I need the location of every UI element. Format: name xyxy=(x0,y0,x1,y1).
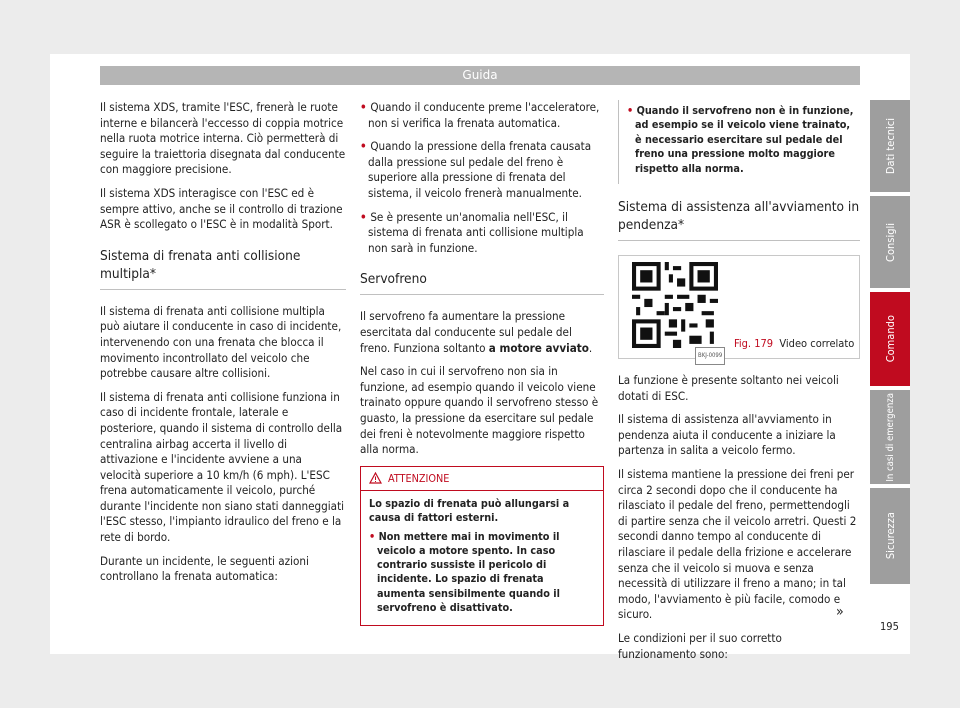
list-item: • Quando il conducente preme l'acceleratore, non si verifica la frenata automatica. xyxy=(360,100,600,130)
paragraph: Nel caso in cui il servofreno non sia in funzione, ad esempio quando il veicolo viene trainato oppure quando il servofreno stesso è guasto, la pressione da esercitare sul pedale dei freni è notevolmente maggiore rispetto alla norma. xyxy=(360,364,599,457)
section-title-hill-start: Sistema di assistenza all'avviamento in pendenza* xyxy=(618,198,860,241)
section-title-servofreno: Servofreno xyxy=(360,270,604,295)
qr-code-image[interactable] xyxy=(627,262,723,348)
tab-sicurezza[interactable]: Sicurezza xyxy=(870,488,910,584)
page-number: 195 xyxy=(880,620,899,633)
warning-body xyxy=(361,491,603,625)
list-item: • Quando il servofreno non è in funzione, ad esempio se il veicolo viene trainato, è necessario esercitare sul pedale del freno una pressione molto maggiore rispetto alla norma. xyxy=(627,104,854,175)
paragraph: Il sistema XDS, tramite l'ESC, frenerà le ruote interne e bilancerà l'eccesso di coppia motrice nella ruota motrice interna. Ciò permetterà di seguire la traiettoria disegnata dal conducente con maggiore precisione. xyxy=(100,100,346,177)
warning-triangle-icon xyxy=(369,472,382,484)
paragraph: Durante un incidente, le seguenti azioni controllano la frenata automatica: xyxy=(100,553,309,584)
tab-emergenza[interactable]: In casi di emergenza xyxy=(870,390,910,484)
paragraph: Il sistema mantiene la pressione dei freni per circa 2 secondi dopo che il conducente ha rilasciato il pedale del freno, permettendogli di partire senza che il veicolo arretri. Questi 2 secondi danno tempo al conducente di rilasciare il pedale della frizione e accelerare senza che il veicolo si muova e senza necessità di utilizzare il freno a mano; in tal modo, l'avviamento è più facile, comodo e sicuro. xyxy=(618,467,857,622)
warning-box xyxy=(360,466,604,626)
paragraph: Il servofreno fa aumentare la pressione esercitata dal conducente sul pedale del freno. Funziona soltanto a motore avviato. xyxy=(360,309,593,355)
paragraph: Il sistema di assistenza all'avviamento in pendenza aiuta il conducente a iniziare la partenza in salita a veicolo fermo. xyxy=(618,412,836,458)
column-1 xyxy=(100,100,346,593)
figure-caption xyxy=(734,336,854,352)
tab-consigli[interactable]: Consigli xyxy=(870,196,910,288)
paragraph: Il sistema di frenata anti collisione funziona in caso di incidente frontale, laterale e posteriore, quando il sistema di controllo della centralina airbag accerta il livello di attivazione e l'incidente avviene a una velocità superiore a 10 km/h (6 mph). L'ESC frena automaticamente il veicolo, purché durante l'incidente non siano stati danneggiati l'ESC stesso, l'impianto idraulico del freno e la rete di bordo. xyxy=(100,389,345,545)
paragraph: Il sistema di frenata anti collisione multipla può aiutare il conducente in caso di incidente, intervenendo con una frenata che blocca il movimento incontrollato del veicolo che potrebbe causare altre collisioni. xyxy=(100,303,342,381)
bullet-icon: • xyxy=(360,209,371,224)
bullet-icon: • xyxy=(360,100,371,114)
figure-caption-text: Video correlato xyxy=(779,337,855,351)
list-item: • Quando la pressione della frenata causata dalla pressione sul pedale del freno è superiore alla pressione di frenata del sistema, il veicolo frenerà manualmente. xyxy=(360,139,592,200)
warning-title: ATTENZIONE xyxy=(388,471,450,485)
column-3 xyxy=(618,100,860,670)
paragraph: Le condizioni per il suo corretto funzionamento sono: xyxy=(618,630,782,661)
column-2 xyxy=(360,100,604,626)
paragraph: Il sistema XDS interagisce con l'ESC ed è sempre attivo, anche se il controllo di trazione ASR è scollegato o l'ESC è in modalità Sport. xyxy=(100,185,343,232)
bullet-icon: • xyxy=(627,104,637,117)
paragraph: La funzione è presente soltanto nei veicoli dotati di ESC. xyxy=(618,373,839,403)
tab-dati-tecnici[interactable]: Dati tecnici xyxy=(870,100,910,192)
warning-text: Lo spazio di frenata può allungarsi a causa di fattori esterni. xyxy=(369,497,570,525)
warning-bullet: • Non mettere mai in movimento il veicolo a motore spento. In caso contrario sussiste il pericolo di incidente. Lo spazio di frenata aumenta sensibilmente quando il servofreno è disattivato. xyxy=(369,529,560,614)
figure-tag: BKJ-0099 xyxy=(695,347,725,365)
section-title-anti-collision: Sistema di frenata anti collisione multipla* xyxy=(100,247,346,290)
bullet-icon: • xyxy=(360,139,371,154)
warning-header xyxy=(361,467,603,492)
bullet-icon: • xyxy=(369,529,379,543)
page-header: Guida xyxy=(100,66,860,85)
tab-comando[interactable]: Comando xyxy=(870,292,910,386)
figure-179 xyxy=(618,255,860,359)
list-item: • Se è presente un'anomalia nell'ESC, il sistema di frenata anti collisione multipla non sarà in funzione. xyxy=(360,209,584,255)
figure-number: Fig. 179 xyxy=(734,337,774,351)
info-box xyxy=(618,100,860,184)
continue-arrow-icon: » xyxy=(836,604,844,620)
